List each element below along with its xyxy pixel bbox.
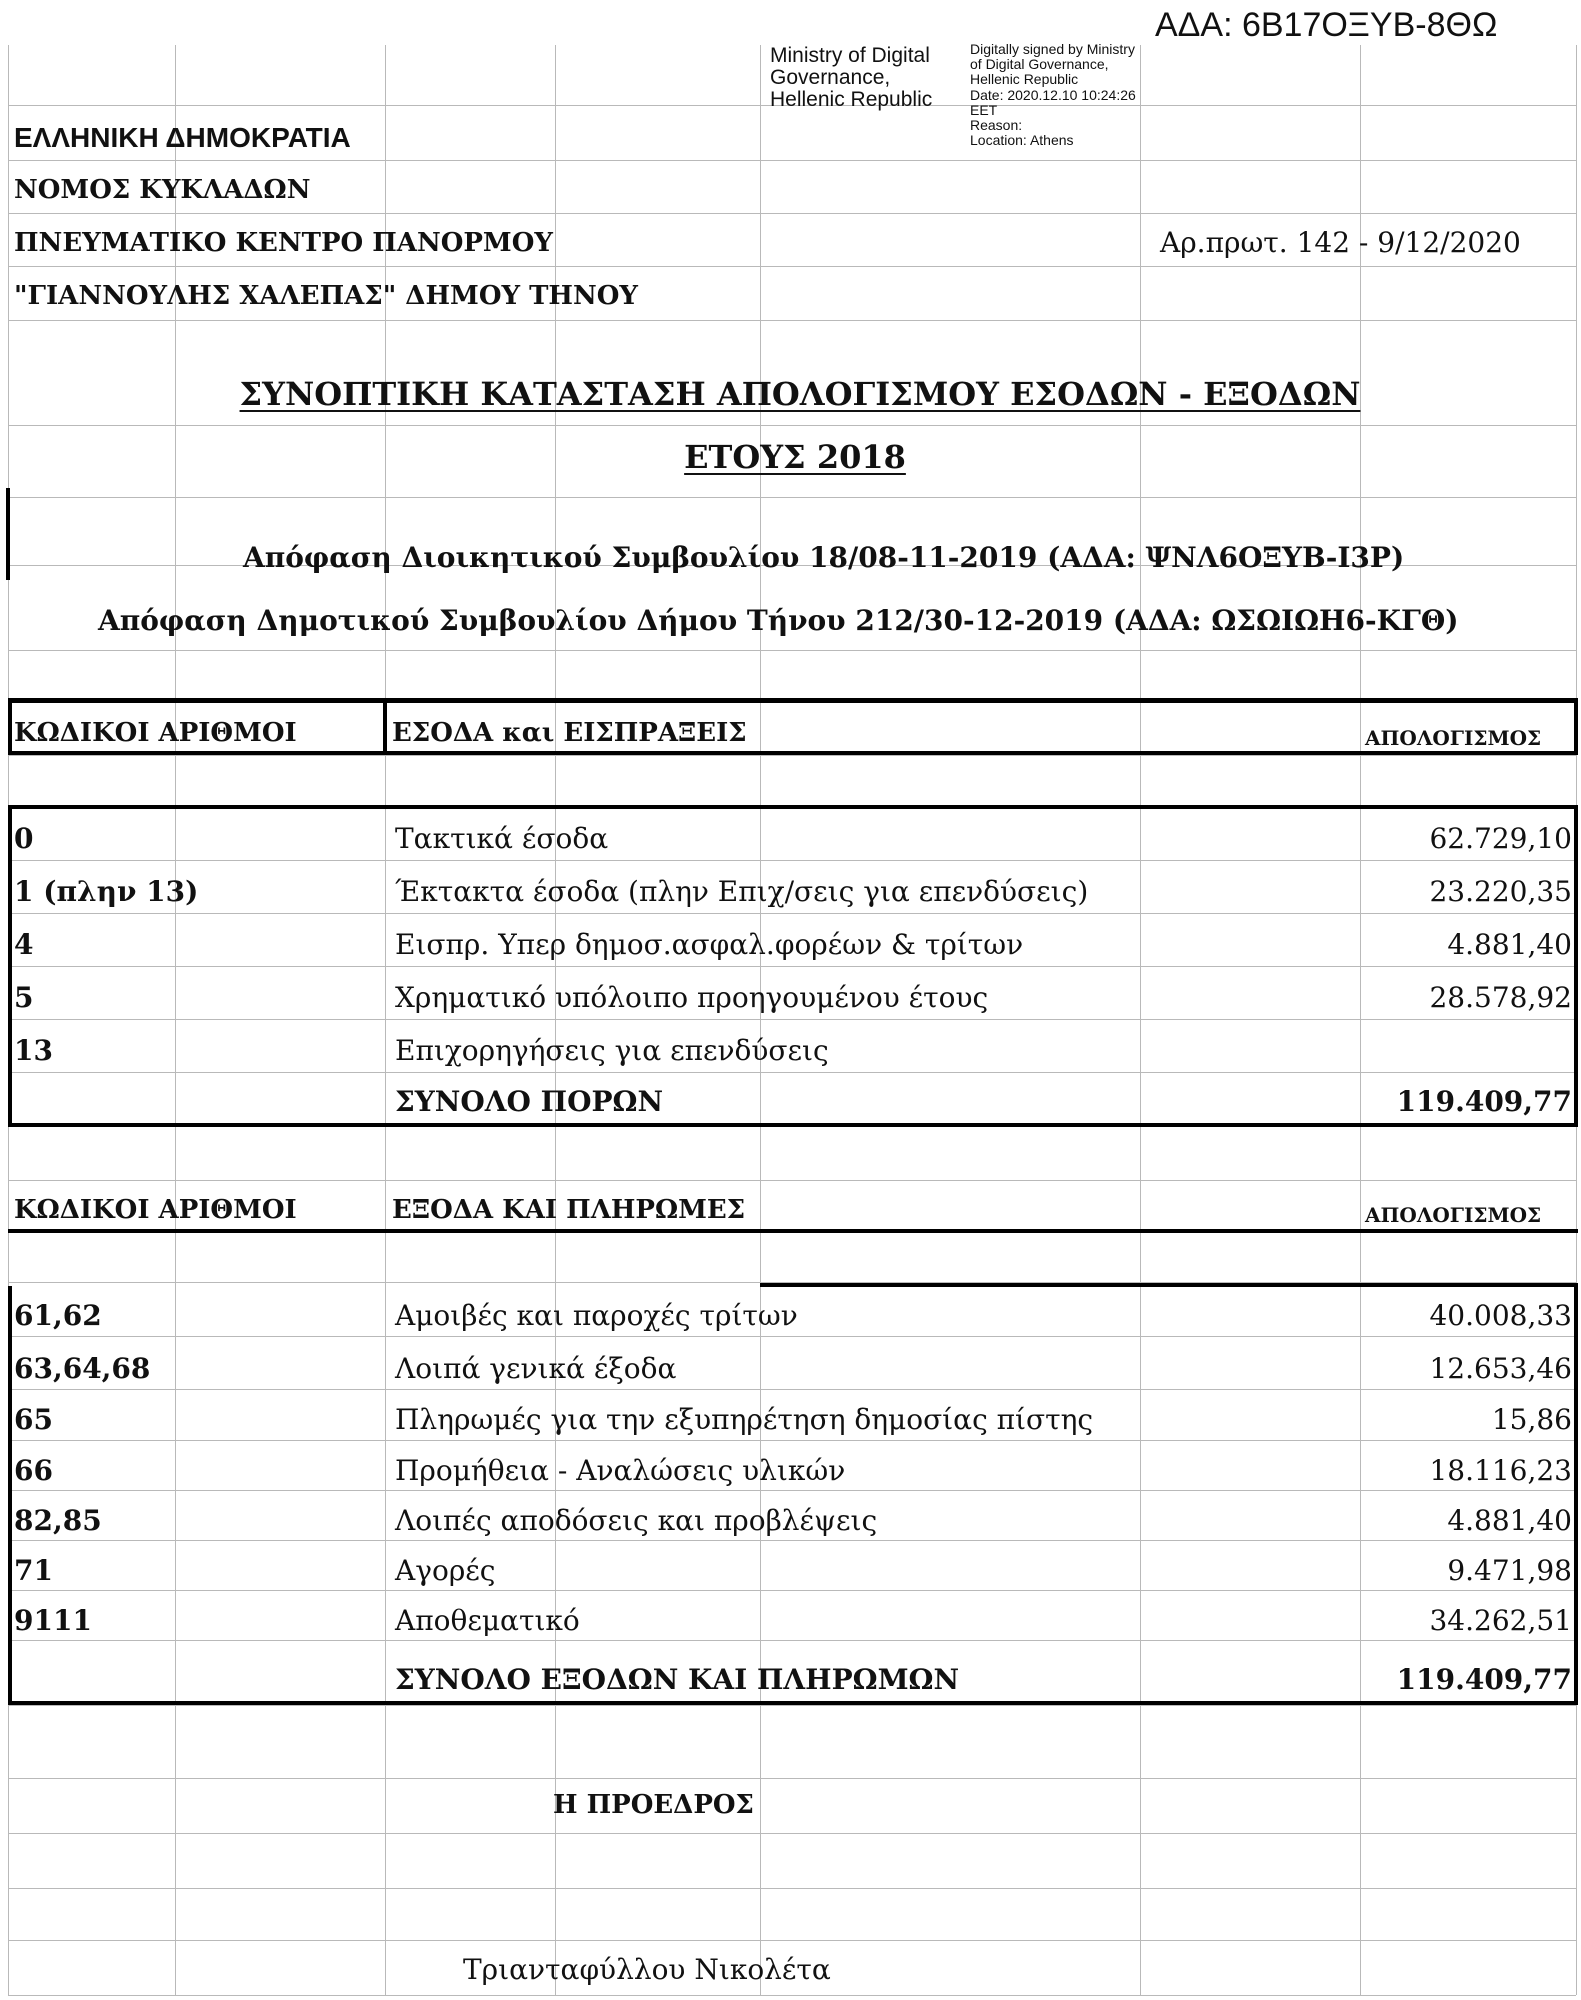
expense-amount: 4.881,40 [1447, 1504, 1572, 1537]
gridline [8, 1440, 1576, 1441]
gridline [8, 1490, 1576, 1491]
gridline [8, 1389, 1576, 1390]
council-decision: Απόφαση Δημοτικού Συμβουλίου Δήμου Τήνου 212/30-12-2019 (ΑΔΑ: ΩΣΩΙΩΗ6-ΚΓΘ) [98, 604, 1459, 637]
revenue-code: 4 [14, 928, 34, 961]
expense-amount: 18.116,23 [1429, 1454, 1572, 1487]
board-decision: Απόφαση Διοικητικού Συμβουλίου 18/08-11-2019 (ΑΔΑ: ΨΝΛ6ΟΞΥΒ-Ι3Ρ) [243, 541, 1405, 574]
expenses-header-code: ΚΩΔΙΚΟΙ ΑΡΙΘΜΟΙ [14, 1195, 297, 1225]
border-line [8, 1701, 1578, 1705]
expense-code: 71 [14, 1554, 53, 1587]
expense-description: Πληρωμές για την εξυπηρέτηση δημοσίας πίστης [395, 1403, 1094, 1436]
revenue-total-label: ΣΥΝΟΛΟ ΠΟΡΩΝ [395, 1085, 664, 1118]
revenue-description: Εισπρ. Υπερ δημοσ.ασφαλ.φορέων & τρίτων [395, 928, 1024, 961]
expense-description: Λοιπά γενικά έξοδα [395, 1352, 677, 1385]
gridline [8, 425, 1576, 426]
gridline [8, 320, 1576, 321]
revenue-code: 13 [14, 1034, 53, 1067]
expense-amount: 9.471,98 [1447, 1554, 1572, 1587]
revenue-code: 5 [14, 981, 34, 1014]
gridline [8, 266, 1576, 267]
expense-code: 66 [14, 1454, 53, 1487]
signatory-role: Η ΠΡΟΕΔΡΟΣ [553, 1790, 754, 1820]
revenue-code: 1 (πλην 13) [14, 875, 199, 908]
header-prefecture: ΝΟΜΟΣ ΚΥΚΛΑΔΩΝ [14, 175, 311, 205]
revenue-amount: 4.881,40 [1447, 928, 1572, 961]
gridline [8, 1995, 1576, 1996]
revenue-amount: 62.729,10 [1429, 822, 1572, 855]
expenses-header-amount: ΑΠΟΛΟΓΙΣΜΟΣ [1365, 1203, 1542, 1227]
revenue-amount: 23.220,35 [1429, 875, 1572, 908]
expenses-total-label: ΣΥΝΟΛΟ ΕΞΟΔΩΝ ΚΑΙ ΠΛΗΡΩΜΩΝ [395, 1663, 960, 1696]
gridline [8, 1888, 1576, 1889]
gridline [8, 1336, 1576, 1337]
expenses-total-amount: 119.409,77 [1396, 1663, 1572, 1696]
revenue-code: 0 [14, 822, 34, 855]
gridline [8, 913, 1576, 914]
border-line [760, 1283, 1578, 1287]
border-line [8, 1229, 1578, 1233]
border-line [6, 488, 10, 580]
expense-amount: 12.653,46 [1429, 1352, 1572, 1385]
header-municipality: "ΓΙΑΝΝΟΥΛΗΣ ΧΑΛΕΠΑΣ" ΔΗΜΟΥ ΤΗΝΟΥ [14, 281, 638, 311]
document-year: ΕΤΟΥΣ 2018 [684, 438, 906, 476]
header-organization: ΠΝΕΥΜΑΤΙΚΟ ΚΕΝΤΡΟ ΠΑΝΟΡΜΟΥ [14, 228, 553, 258]
revenue-header-amount: ΑΠΟΛΟΓΙΣΜΟΣ [1365, 726, 1542, 750]
expense-code: 61,62 [14, 1299, 102, 1332]
gridline [8, 1072, 1576, 1073]
expense-description: Λοιπές αποδόσεις και προβλέψεις [395, 1504, 878, 1537]
revenue-description: Τακτικά έσοδα [395, 822, 609, 855]
gridline [8, 1540, 1576, 1541]
gridline [8, 1590, 1576, 1591]
ada-code: ΑΔΑ: 6Β17ΟΞΥΒ-8ΘΩ [1155, 6, 1498, 44]
header-country: ΕΛΛΗΝΙΚΗ ΔΗΜΟΚΡΑΤΙΑ [14, 122, 351, 153]
expense-code: 65 [14, 1403, 53, 1436]
border-line [1574, 698, 1578, 755]
border-line [1574, 805, 1578, 1127]
gridline [8, 1833, 1576, 1834]
document-title: ΣΥΝΟΠΤΙΚΗ ΚΑΤΑΣΤΑΣΗ ΑΠΟΛΟΓΙΣΜΟΥ ΕΣΟΔΩΝ - ΕΞΟΔΩΝ [239, 375, 1361, 413]
gridline [8, 755, 1576, 756]
gridline [8, 160, 1576, 161]
border-line [1574, 1286, 1578, 1705]
signatory-name: Τριανταφύλλου Νικολέτα [463, 1953, 831, 1986]
border-line [8, 805, 12, 1127]
expense-description: Αποθεματικό [395, 1604, 580, 1637]
border-line [8, 805, 1578, 809]
digital-signature-name: Ministry of Digital Governance, Hellenic Republic [770, 44, 933, 111]
expense-description: Προμήθεια - Αναλώσεις υλικών [395, 1454, 846, 1487]
gridline [8, 1640, 1576, 1641]
expense-code: 63,64,68 [14, 1352, 151, 1385]
expense-amount: 40.008,33 [1429, 1299, 1572, 1332]
gridline [8, 497, 1576, 498]
revenue-total-amount: 119.409,77 [1396, 1085, 1572, 1118]
gridline [8, 213, 1576, 214]
border-line [8, 698, 12, 755]
gridline [8, 966, 1576, 967]
border-line [8, 1123, 1578, 1127]
revenue-description: Έκτακτα έσοδα (πλην Επιχ/σεις για επενδύσεις) [395, 875, 1089, 908]
revenue-description: Χρηματικό υπόλοιπο προηγουμένου έτους [395, 981, 989, 1014]
gridline [8, 1705, 1576, 1706]
border-line [8, 698, 1578, 703]
expense-code: 9111 [14, 1604, 92, 1637]
digital-signature-details: Digitally signed by Ministry of Digital Governance, Hellenic Republic Date: 2020.12.10 10:24:26 EET Reason: Location: Athens [970, 41, 1136, 149]
revenue-description: Επιχορηγήσεις για επενδύσεις [395, 1034, 829, 1067]
gridline [8, 860, 1576, 861]
revenue-amount: 28.578,92 [1429, 981, 1572, 1014]
expense-amount: 15,86 [1491, 1403, 1572, 1436]
border-line [383, 698, 387, 755]
revenue-header-desc: ΕΣΟΔΑ και ΕΙΣΠΡΑΞΕΙΣ [392, 718, 747, 748]
gridline [8, 1180, 1576, 1181]
border-line [8, 1286, 12, 1705]
expenses-header-desc: ΕΞΟΔΑ ΚΑΙ ΠΛΗΡΩΜΕΣ [392, 1195, 746, 1225]
gridline [8, 1019, 1576, 1020]
expense-description: Αμοιβές και παροχές τρίτων [395, 1299, 798, 1332]
expense-amount: 34.262,51 [1429, 1604, 1572, 1637]
gridline [8, 1778, 1576, 1779]
expense-code: 82,85 [14, 1504, 102, 1537]
revenue-header-code: ΚΩΔΙΚΟΙ ΑΡΙΘΜΟΙ [14, 718, 297, 748]
expense-description: Αγορές [395, 1554, 496, 1587]
gridline [8, 1940, 1576, 1941]
border-line [8, 751, 1578, 755]
protocol-number: Αρ.πρωτ. 142 - 9/12/2020 [1160, 226, 1521, 259]
gridline [8, 650, 1576, 651]
